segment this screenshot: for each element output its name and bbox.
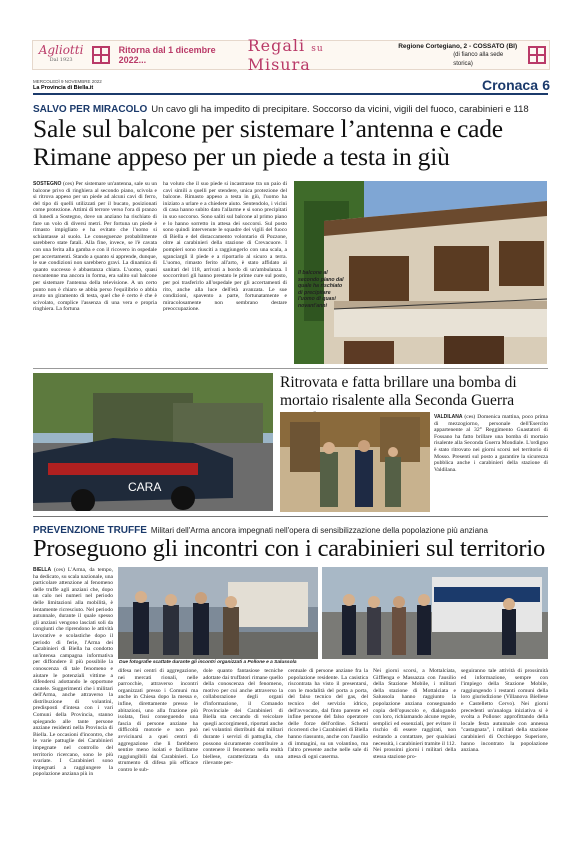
article1-headline: Sale sul balcone per sistemare l’antenna e cade Rimane appeso per un piede a testa in giù [33,114,503,171]
meeting-photo-pollone [118,567,318,659]
page-number: 6 [542,77,550,93]
article3-col3: dole quanto fantasiose tecniche adottate dai truffatori rimane quello della conoscenza del fenomeno, motivo per cui anche attraverso la collaborazione degli organi d'informazione, il Comando Provinciale dei Carabinieri di Biella sta cercando di veicolare quegli accorgimenti, riportati anche nei volantini distribuiti dai militari durante i servizi di pattuglia, che possono sicuramente contribuire a contenere il fenomeno nella realtà biellese, caratterizzata da una rilevante per- [203,668,283,767]
article1-kicker: SALVO PER MIRACOLO [33,104,148,115]
ad-title: Regali su Misura [247,36,324,74]
gift-icon [92,46,110,64]
article3-photo-caption: Due fotografie scattate durante gli incontri organizzati a Pollone e a Salussola [119,660,297,665]
ad-logo: Agliotti Dal 1923 [38,43,84,63]
svg-text:CARA: CARA [128,480,162,494]
article2-body: VALDILANA (ces) Domenica mattina, poco prima di mezzogiorno, personale dell'Esercito appartenente al 32° Reggimento Guastatori di Fossano ha fatto brillare una bomba di mortaio risalente alla Seconda Guerra Mondiale. L'ordigno è stato ritrovato nei giorni scorsi nel territorio di Mosso. Presenti sul posto a garantire la sicurezza pubblica anche i carabinieri della stazione di Valdilana. [434,414,548,473]
issue-date: MERCOLEDÌ 9 NOVEMBRE 2022 [33,79,102,84]
article1-col2: ha voluto che il suo piede si incastrasse tra un paio di cavi simili a quelli per stendere, unica protezione del balcone. Rimasto appeso a testa in giù, l'uomo ha iniziato a urlare e a chiedere aiuto. Sentendolo, i vicini di casa hanno subito dato l'allarme e si sono precipitati in suo soccorso. Sono saliti sul balcone al primo piano e lo hanno sorretto in attesa dei soccorsi. Sul posto sono quindi intervenute le squadre dei vigili del fuoco di Biella e del distaccamento volontario di Pozzone, oltre ai carabinieri della stazione di Crevacuore. I pompieri sono riusciti a raggiungerlo con una scala, a sganciargli il piede e a riportarlo al sicuro a terra. L'uomo, rimasto ferito all'arto, è stato affidato ai sanitari del 118, arrivati a bordo di un'ambulanza. I soccorritori gli hanno prestato le prime cure sul posto, per poi trasferirlo all'ospedale per gli accertamenti di rito, anche alla luce dell'età avanzata. Le sue condizioni, spavento a parte, fortunatamente e miracolosamente non sembrano destare preoccupazione. [163,181,287,313]
article1-col1: SOSTEGNO (ces) Per sistemare un'antenna, sale su un balcone privo di ringhiera al secondo piano, scivola e si ritrova appeso per un piede ad alcuni cavi di ferro, del tipo di quelli utilizzati per il bucato, posizionati come protezione. Attimi di terrore verso l'ora di pranzo di lunedì a Sostegno, dove un anziano ha rischiato di fare un volo di diversi metri. Per fortuna un piede è rimasto impigliato e ha evitato che l'uomo si schiantasse al suolo. Le conseguenze probabilmente sarebbero state fatali. Alla fine, invece, se l'è cavata con una ferita alla gamba e con il ricovero in ospedale per accertamenti. Stando a quanto si apprende, dunque, le sue condizioni non sarebbero gravi. La dinamica di quanto successo è abbastanza chiara. L'uomo, quasi novantenne ma ancora in forma, era salito sul balcone per sistemare l'antenna della televisione. A un certo punto non è chiaro se abbia perso l'equilibrio o abbia avuto un giramento di testa, quel che è certo è che è scivolato, complice l'assenza di una vera e propria ringhiera. La fortuna [33,181,157,313]
article2-headline: Ritrovata e fatta brillare una bomba di mortaio risalente alla Seconda Guerra [280,374,517,409]
soldiers-photo [280,412,430,512]
advertisement-banner[interactable] [32,36,550,74]
article3-col2: difesa nei centri di aggregazione, nei mercati rionali, nelle parrocchie, attraverso incontri organizzati presso i Comuni ma anche in Chiesa dopo la messa e, infine, direttamente presso le abitazioni, uno alla frazione più isolata, fissi conseguendo una fascia di persone anziane ha difficoltà motorie e non può avvicinarsi a quei centri di aggregazione che li farebbero sentire meno isolati e facilitarne raggiungibili dai Carabinieri. Lo strumento di difesa più efficace contro le sub- [118,668,198,773]
gift-icon [528,46,546,64]
section-divider [33,516,548,517]
meeting-photo-salussola [322,567,548,659]
ad-address: Regione Cortegiano, 2 - COSSATO (BI) (di fianco alla sede storica) [398,42,518,67]
article3-kicker: PREVENZIONE TRUFFE [33,525,147,536]
header-rule [33,93,548,95]
ad-date: Ritorna dal 1 dicembre 2022... [118,45,216,65]
article3-col5: Nei giorni scorsi, a Mottalciata, Gifflenga e Massazza con l'ausilio della Stazione Mobile, i militari della stazione di Mottalciata e Salussola hanno raggiunto la popolazione anziana consegnando copia dell'opuscolo e, dialogando con loro, richiamando alcune regole, semplici ed essenziali, per evitare il rischio di essere raggirati, non esitando a contattare, per qualsiasi necessità, i carabinieri tramite il 112. Nei prossimi giorni i militari della stessa stazione pro- [373,668,456,760]
article1-subhead: Un cavo gli ha impedito di precipitare. Soccorso da vicini, vigili del fuoco, carabinieri e 118 [151,104,529,115]
balcony-photo-caption: Il balcone al secondo piano dal quale ha rischiato di precipitare l'uomo di quasi novant'anni [298,270,344,309]
section-title: Cronaca [481,77,538,93]
article3-col4: centuale di persone anziane fra la popolazione residente. La casistica riscontrata ha visto il presentarsi, con le modalità del porta a porta, del falso tecnico del gas, del tecnico del servizio idrico, dell'avvocato, dal finto parente ed infine persone del falso operatore delle forze dell'ordine. Schemi ricorrenti che i Carabinieri di Biella hanno riassunto, anche con l'ausilio di immagini, su un volantino, ma l'altro presente anche nelle sale di attesa di ogni caserma. [288,668,368,760]
article3-col1: BIELLA (ces) L'Arma, da tempo, ha dedicato, su scala nazionale, una particolare attenzione al fenomeno delle truffe agli anziani che, dopo un calo nei numeri nel periodo delle limitazioni alla mobilità, è lentamente ricresciuto. Nel periodo autunnale, durante il quale spesso gli anziani vengono lasciati soli da congiunti che riprendono le attività lavorative e scolastiche dopo il periodo di ferie, l'Arma dei Carabinieri di Biella ha condotto un'intensa campagna informativa per diffondere il più possibile la conoscenza di tale fenomeno e aiutare le potenziali vittime a difendersi adottando le opportune cautele. Suggerimenti che i militari dell'Arma, anche attraverso la distribuzione di volantini, predisposti d'intesa con i vari Comuni della Provincia, stanno spiegando alle tante persone anziane residenti nella Provincia di Biella. Le occasioni d'incontro, che le varie pattuglie dei Carabinieri impegnate nel controllo del territorio ricercano, sono le più svariate. I Carabinieri sono impegnati a raggiungere la popolazione anziana più in [33,567,113,778]
carabinieri-car-photo [33,373,273,511]
article3-headline: Proseguono gli incontri con i carabinieri sul territorio [33,535,546,562]
article3-subhead: Militari dell'Arma ancora impegnati nell'opera di sensibilizzazione della popolazione più anziana [150,526,488,535]
article3-col6: seguiranno tale attività di prossimità ed informazione, sempre con l'impiego della Stazione Mobile, raggiungendo i restanti comuni della loro giurisdizione (Villanova Biellese e Castelletto Cervo). Nei giorni precedenti un'analoga iniziativa si è svolta a Pollone: approfittando della locale festa autunnale con annessa "castagnata", i militari della stazione carabinieri di Occhieppo Superiore, hanno incontrato la popolazione anziana. [461,668,548,754]
section-divider [33,368,548,369]
paper-name: La Provincia di Biella.it [33,85,94,91]
page-header-meta [33,79,102,91]
